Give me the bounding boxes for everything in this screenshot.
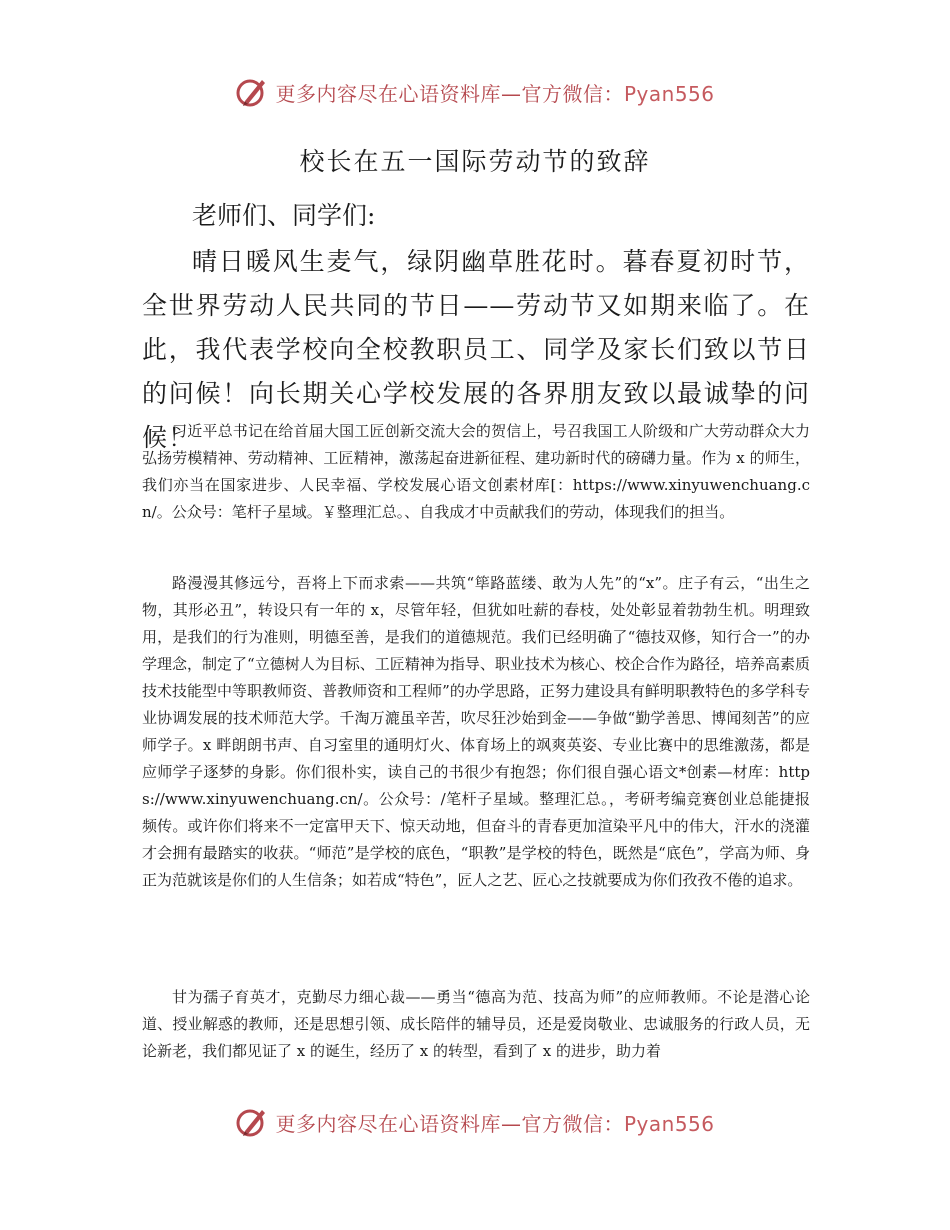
header-watermark-banner bbox=[0, 72, 950, 112]
lead-paragraph: 晴日暖风生麦气，绿阴幽草胜花时。暮春夏初时节，全世界劳动人民共同的节日——劳动节又如期来临了。在此，我代表学校向全校教职员工、同学及家长们致以节日的问候！向长期关心学校发展的各界朋友致以最诚挚的问候！ bbox=[142, 247, 810, 452]
footer-watermark-banner bbox=[0, 1102, 950, 1142]
body-paragraph-2: 路漫漫其修远兮，吾将上下而求索——共筑“筚路蓝缕、敢为人先”的“x”。庄子有云，“出生之物，其形必丑”，转设只有一年的 x，尽管年轻，但犹如吐薪的春枝，处处彰显着勃勃生机。明理致用，是我们的行为准则，明德至善，是我们的道德规范。我们已经明确了“德技双修，知行合一”的办学理念，制定了“立德树人为目标、工匠精神为指导、职业技术为核心、校企合作为路径，培养高素质技术技能型中等职教师资、普教师资和工程师”的办学思路，正努力建设具有鲜明职教特色的多学科专业协调发展的技术师范大学。千淘万漉虽辛苦，吹尽狂沙始到金——争做“勤学善思、博闻刻苦”的应师学子。x 畔朗朗书声、自习室里的通明灯火、体育场上的飒爽英姿、专业比赛中的思维激荡，都是应师学子逐梦的身影。你们很朴实，读自己的书很少有抱怨；你们很自强心语文*创素—材库：https://www.xinyuwenchuang.cn/。公众号：/笔杆子星域。整理汇总。，考研考编竞赛创业总能捷报频传。或许你们将来不一定富甲天下、惊天动地，但奋斗的青春更加渲染平凡中的伟大，汗水的浇灌才会拥有最踏实的收获。“师范”是学校的底色，“职教”是学校的特色，既然是“底色”，学高为师、身正为范就该是你们的人生信条；如若成“特色”，匠人之艺、匠心之技就要成为你们孜孜不倦的追求。 bbox=[142, 574, 810, 889]
body-paragraph-3: 甘为孺子育英才，克勤尽力细心裁——勇当“德高为范、技高为师”的应师教师。不论是潜心论道、授业解惑的教师，还是思想引领、成长陪伴的辅导员，还是爱岗敬业、忠诚服务的行政人员，无论新老，我们都见证了 x 的诞生，经历了 x 的转型，看到了 x 的进步，助力着 bbox=[142, 988, 810, 1060]
banner-text: 更多内容尽在心语资料库—官方微信：Pyan556 bbox=[275, 81, 715, 106]
wechat-handle: Pyan556 bbox=[623, 1111, 715, 1136]
document-title: 校长在五一国际劳动节的致辞 bbox=[299, 147, 651, 176]
banner-text: 更多内容尽在心语资料库—官方微信：Pyan556 bbox=[275, 1111, 715, 1136]
salutation: 老师们、同学们: bbox=[192, 201, 376, 230]
wechat-handle: Pyan556 bbox=[623, 81, 715, 106]
body-paragraph-1: 习近平总书记在给首届大国工匠创新交流大会的贺信上，号召我国工人阶级和广大劳动群众大力弘扬劳模精神、劳动精神、工匠精神，激荡起奋进新征程、建功新时代的磅礴力量。作为 x 的师生，我们亦当在国家进步、人民幸福、学校发展心语文创素材库[：https://www.xinyuwenchuang.cn/。公众号：笔杆子星域。￥整理汇总。、自我成才中贡献我们的劳动，体现我们的担当。 bbox=[142, 422, 810, 521]
pen-logo-icon bbox=[235, 75, 269, 109]
pen-logo-icon bbox=[235, 1105, 269, 1139]
